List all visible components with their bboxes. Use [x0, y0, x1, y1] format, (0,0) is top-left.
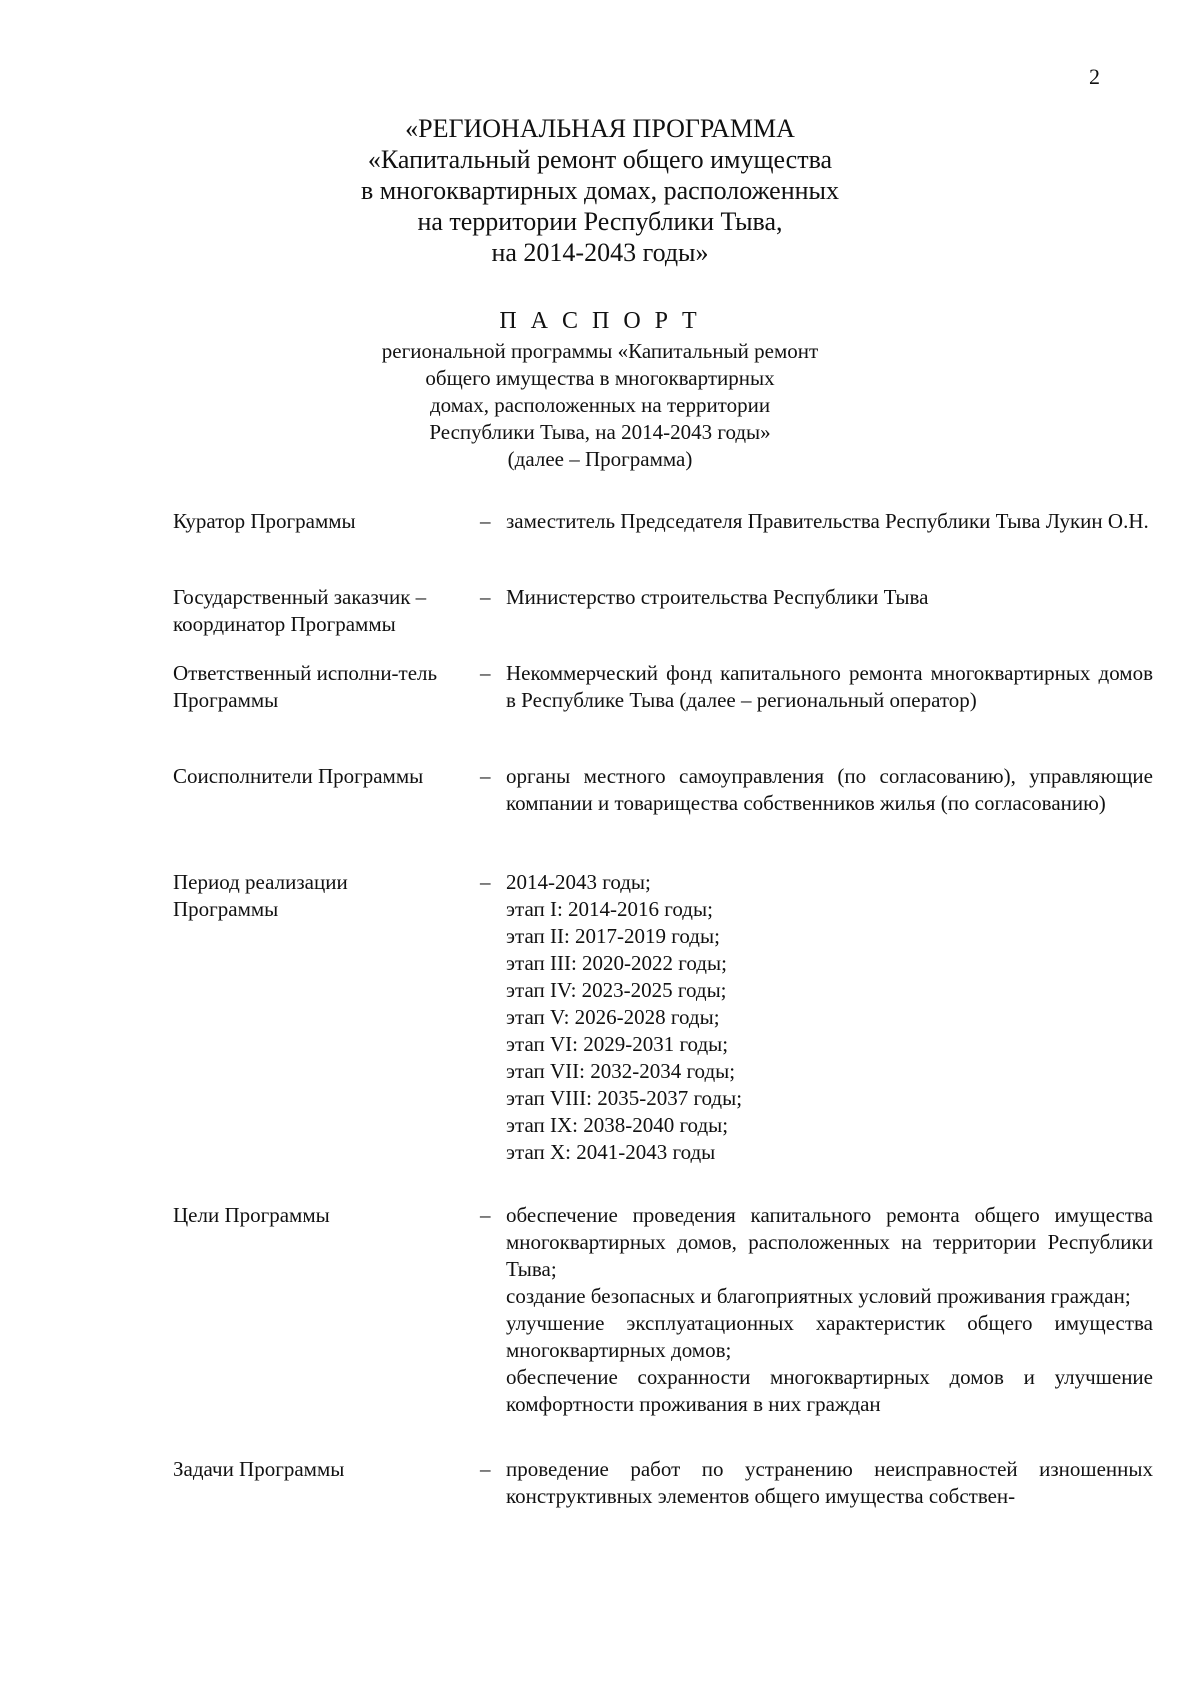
- row-label: Период реализации Программы: [173, 870, 348, 921]
- period-stage: этап II: 2017-2019 годы;: [506, 924, 720, 948]
- passport-row-period: [173, 869, 1153, 1202]
- row-value: проведение работ по устранению неисправностей изношенных конструктивных элементов общего имущества собствен-: [506, 1457, 1153, 1508]
- title-line: в многоквартирных домах, расположенных: [360, 176, 840, 205]
- row-value: заместитель Председателя Правительства Республики Тыва Лукин О.Н.: [506, 509, 1149, 533]
- passport-subtitle: [0, 338, 1200, 473]
- title-line: «Капитальный ремонт общего имущества: [367, 145, 833, 174]
- row-dash: –: [480, 764, 491, 788]
- period-stage: этап IX: 2038-2040 годы;: [506, 1113, 729, 1137]
- page-number: 2: [1089, 64, 1100, 89]
- row-dash: –: [480, 585, 491, 609]
- row-label: Задачи Программы: [173, 1457, 345, 1481]
- period-stage: этап V: 2026-2028 годы;: [506, 1005, 720, 1029]
- title-line: на территории Республики Тыва,: [417, 207, 783, 236]
- row-label: Ответственный исполни-тель Программы: [173, 661, 438, 712]
- passport-row-tasks: [173, 1456, 1153, 1516]
- passport-heading: П А С П О Р Т: [499, 308, 701, 334]
- period-stage: этап III: 2020-2022 годы;: [506, 951, 727, 975]
- row-dash: –: [480, 1457, 491, 1481]
- row-label: Цели Программы: [173, 1203, 330, 1227]
- passport-subtitle-line: домах, расположенных на территории: [429, 393, 771, 417]
- passport-row-coexecutors: [173, 763, 1153, 869]
- passport-row-goals: [173, 1202, 1153, 1456]
- row-value: [506, 1202, 1153, 1418]
- document-title: [0, 113, 1200, 268]
- row-dash: –: [480, 509, 491, 533]
- goal-item: улучшение эксплуатационных характеристик общего имущества многоквартирных домов;: [506, 1311, 1153, 1362]
- passport-subtitle-line: региональной программы «Капитальный ремонт: [381, 339, 819, 363]
- row-value: [506, 869, 1153, 1166]
- period-stage: этап IV: 2023-2025 годы;: [506, 978, 727, 1002]
- passport-subtitle-line: общего имущества в многоквартирных: [425, 366, 775, 390]
- passport-row-executor: [173, 660, 1153, 763]
- row-label: Куратор Программы: [173, 509, 356, 533]
- title-line: на 2014-2043 годы»: [491, 238, 709, 267]
- row-dash: –: [480, 870, 491, 894]
- goal-item: обеспечение сохранности многоквартирных домов и улучшение комфортности проживания в них граждан: [506, 1365, 1153, 1416]
- row-dash: –: [480, 1203, 491, 1227]
- row-label: Соисполнители Программы: [173, 764, 424, 788]
- passport-row-customer: [173, 584, 1153, 660]
- row-value: органы местного самоуправления (по согласованию), управляющие компании и товарищества собственников жилья (по согласованию): [506, 764, 1153, 815]
- period-stage: этап VII: 2032-2034 годы;: [506, 1059, 736, 1083]
- period-stage: 2014-2043 годы;: [506, 870, 651, 894]
- passport-subtitle-line: Республики Тыва, на 2014-2043 годы»: [429, 420, 771, 444]
- title-line: «РЕГИОНАЛЬНАЯ ПРОГРАММА: [405, 114, 795, 143]
- row-dash: –: [480, 661, 491, 685]
- passport-row-curator: [173, 508, 1153, 584]
- period-stage: этап X: 2041-2043 годы: [506, 1140, 716, 1164]
- period-stage: этап VI: 2029-2031 годы;: [506, 1032, 729, 1056]
- passport-table: [173, 508, 1153, 1516]
- row-label: Государственный заказчик – координатор Программы: [173, 585, 427, 636]
- period-stage: этап I: 2014-2016 годы;: [506, 897, 713, 921]
- row-value: Некоммерческий фонд капитального ремонта многоквартирных домов в Республике Тыва (далее – региональный оператор): [506, 661, 1153, 712]
- period-stage: этап VIII: 2035-2037 годы;: [506, 1086, 743, 1110]
- goal-item: создание безопасных и благоприятных условий проживания граждан;: [506, 1284, 1131, 1308]
- goal-item: обеспечение проведения капитального ремонта общего имущества многоквартирных домов, расположенных на территории Республики Тыва;: [506, 1203, 1153, 1281]
- passport-subtitle-line: (далее – Программа): [507, 447, 693, 471]
- row-value: Министерство строительства Республики Тыва: [506, 585, 929, 609]
